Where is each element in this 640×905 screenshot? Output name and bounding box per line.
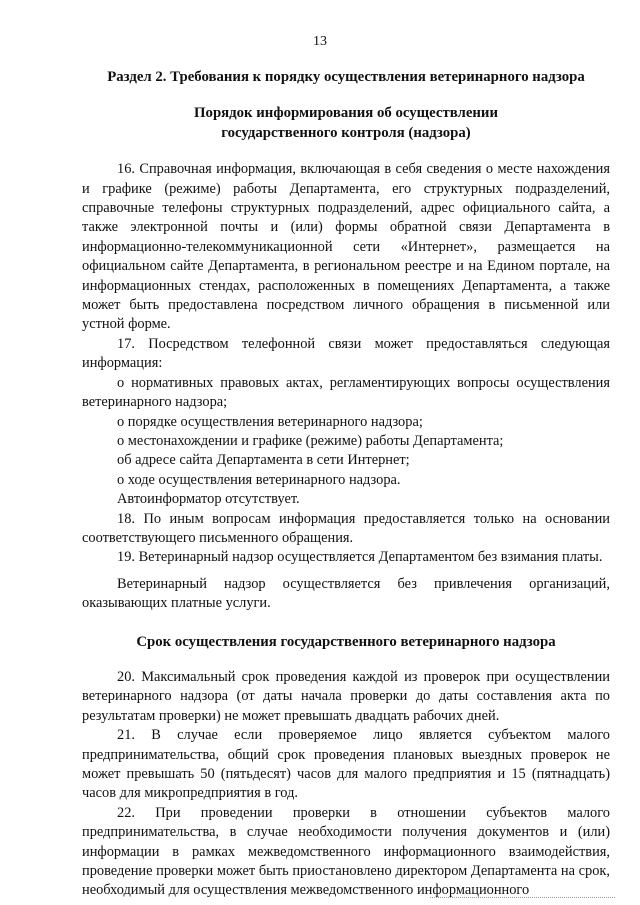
subheading-informing-line-1: Порядок информирования об осуществлении bbox=[194, 105, 498, 122]
paragraph-21: 21. В случае если проверяемое лицо является субъектом малого предпринимательства, общий срок проведения плановых выездных проверок не может превышать 50 (пятьдесят) часов для малого предприятия и 15 (пятнадцать) часов для микропредприятия в год. bbox=[82, 727, 610, 802]
paragraph-17: 17. Посредством телефонной связи может предоставляться следующая информация: bbox=[82, 335, 610, 372]
scan-artifact-dots bbox=[430, 897, 615, 899]
paragraph-19: 19. Ветеринарный надзор осуществляется Департаментом без взимания платы. bbox=[117, 549, 603, 566]
page-number: 13 bbox=[313, 34, 327, 49]
paragraph-20: 20. Максимальный срок проведения каждой из проверок при осуществлении ветеринарного надзора (от даты начала проверки до даты составления акта по результатам проверки) не может превышать двадцать рабочих дней. bbox=[82, 668, 610, 724]
list-item-procedure: о порядке осуществления ветеринарного надзора; bbox=[117, 413, 423, 430]
list-item-progress: о ходе осуществления ветеринарного надзора. bbox=[117, 471, 401, 488]
subheading-informing-line-2: государственного контроля (надзора) bbox=[221, 124, 471, 141]
paragraph-18: 18. По иным вопросам информация предоставляется только на основании соответствующего письменного обращения. bbox=[82, 510, 610, 546]
subheading-term: Срок осуществления государственного ветеринарного надзора bbox=[136, 633, 556, 650]
list-item-normative-acts: о нормативных правовых актах, регламентирующих вопросы осуществления ветеринарного надзора; bbox=[82, 374, 610, 411]
paragraph-no-paid-services: Ветеринарный надзор осуществляется без привлечения организаций, оказывающих платные услуги. bbox=[82, 575, 610, 612]
paragraph-16: 16. Справочная информация, включающая в себя сведения о месте нахождения и графике (режиме) работы Департамента, его структурных подразделений, справочные телефоны структурных подразделений, адрес официального сайта, а также электронной почты и (или) формы обратной связи Департамента в информационно-телекоммуникационной сети «Интернет», размещается на официальном сайте Департамента, в региональном реестре и на Едином портале, на информационных стендах, расположенных в помещениях Департамента, а также может быть предоставлена посредством личного обращения в письменной или устной форме. bbox=[82, 161, 610, 333]
list-item-location: о местонахождении и графике (режиме) работы Департамента; bbox=[117, 432, 504, 449]
document-body bbox=[82, 68, 610, 901]
autoinformer-note: Автоинформатор отсутствует. bbox=[117, 491, 300, 508]
section-heading: Раздел 2. Требования к порядку осуществления ветеринарного надзора bbox=[107, 69, 585, 85]
list-item-website: об адресе сайта Департамента в сети Интернет; bbox=[117, 452, 410, 469]
subheading-informing bbox=[82, 104, 610, 143]
paragraph-22: 22. При проведении проверки в отношении субъектов малого предпринимательства, в случае необходимости получения документов и (или) информации в рамках межведомственного информационного взаимодействия, проведение проверки может быть приостановлено директором Департамента на срок, необходимый для осуществления межведомственного информационного bbox=[82, 804, 610, 899]
